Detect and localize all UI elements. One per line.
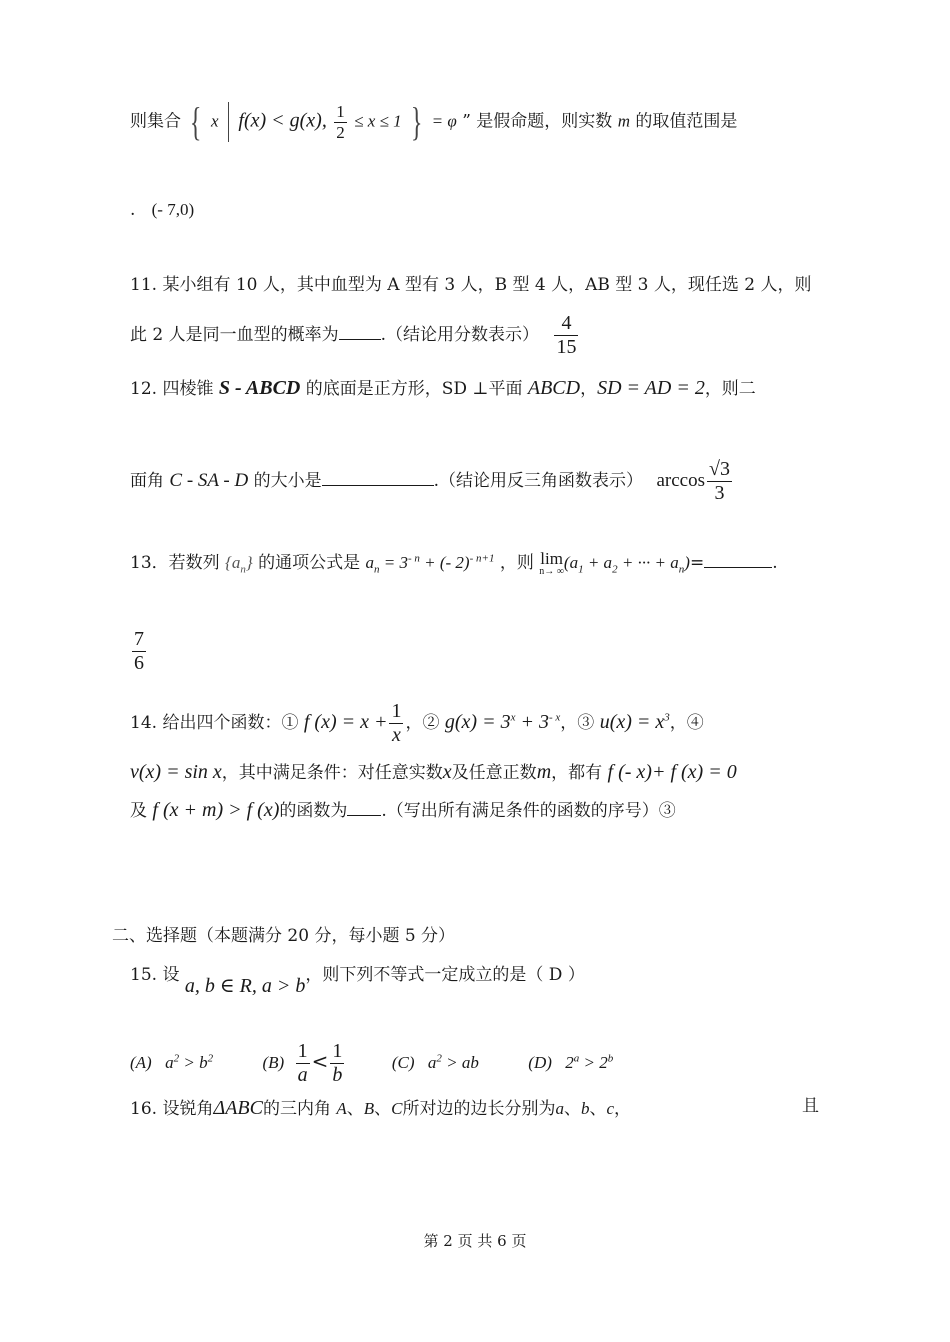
q16-c: c (606, 1099, 615, 1118)
q14-t2: 及任意正数 (451, 763, 537, 783)
q14-f3-e: 3 (664, 711, 670, 724)
q15-num: 15. 设 (130, 965, 180, 985)
q13-s2: 2 (612, 563, 618, 576)
q10-line1 (130, 98, 737, 146)
q15-b-num1: 1 (297, 1040, 308, 1062)
q11-blank (339, 325, 381, 340)
q12-t5: .（结论用反三角函数表示） (433, 471, 644, 491)
q15-b-num2: 1 (332, 1040, 343, 1062)
q13-ans-den: 6 (134, 652, 144, 674)
q16-sep1: 、 (346, 1099, 364, 1119)
q14-and: 及 (130, 801, 147, 821)
q15-b-frac1 (296, 1040, 310, 1087)
q10-m: m (617, 111, 630, 131)
q14-f1-frac (389, 700, 403, 747)
q13-s1: 1 (578, 563, 584, 576)
left-brace-icon: { (190, 99, 202, 144)
q15-options (130, 1040, 613, 1087)
q15-c-base: a (427, 1053, 437, 1072)
q16-end: 且 (802, 1096, 819, 1116)
q10-prefix: 则集合 (130, 111, 181, 132)
set-divider (228, 102, 229, 142)
q10-eq-phi: = φ (431, 111, 457, 131)
q14-f2-a: g(x) = 3 (444, 711, 511, 733)
q12-line1 (130, 376, 756, 400)
q10-answer: (- 7,0) (151, 200, 195, 219)
q14-f3 (600, 711, 670, 733)
q15-b-den2: b (332, 1064, 343, 1086)
q15-option-d-label: (D) (528, 1053, 552, 1072)
q14-line2 (130, 760, 737, 784)
q15-cond: a, b ∈ R, a > b (184, 975, 306, 997)
q12-t4: 的大小是 (253, 471, 322, 491)
q10-g: g (289, 109, 300, 132)
q15-option-c (428, 1053, 479, 1072)
q13-seq-a: a (231, 553, 241, 572)
q10-half (334, 102, 347, 142)
q15-b-frac2 (330, 1040, 344, 1087)
q13-an-sub: n (373, 563, 380, 576)
q11-answer (554, 312, 578, 359)
q13-p1: + a (583, 553, 613, 572)
q14-m: m (536, 761, 552, 783)
q14-f2-mid: + 3 (515, 711, 549, 733)
q14-t1: ，其中满足条件：对任意实数 (221, 763, 443, 783)
q10-suffix: ” 是假命题，则实数 (462, 111, 613, 132)
q13-end: . (772, 553, 778, 573)
q12-ans-num: √3 (708, 458, 730, 480)
q14-num: 14. 给出四个函数：① (130, 713, 299, 733)
q14-blank (347, 801, 381, 816)
q16-num: 16. 设锐角 (130, 1099, 214, 1119)
q14-c2: ，② (405, 713, 440, 733)
q10-half-den: 2 (336, 122, 345, 142)
q11-end: .（结论用分数表示） (380, 325, 540, 345)
q15-option-a (165, 1053, 213, 1072)
q13-seq-sub: n (240, 563, 246, 576)
q16-sep2: 、 (374, 1099, 392, 1119)
q10-x2: (x), (299, 109, 327, 132)
q14-t4: 的函数为 (279, 801, 348, 821)
q13-t2: ，则 (499, 553, 534, 573)
q13-ans-frac (132, 628, 146, 675)
q15-c-rel: > ab (441, 1053, 479, 1072)
q16-sep3: 、 (564, 1099, 581, 1119)
q14-c3: ，③ (560, 713, 595, 733)
q16-sep4: 、 (589, 1099, 607, 1119)
q13-num: 13．若数列 (130, 553, 220, 573)
q13-blank (704, 553, 772, 568)
q14-f2-e1: x (510, 711, 516, 724)
q14-f1: f (x) = x + (303, 711, 388, 733)
q13-sum (563, 553, 690, 576)
q12-ans-den: 3 (714, 482, 725, 504)
q10-range: ≤ x ≤ 1 (354, 111, 402, 131)
q16-a: a (555, 1099, 564, 1118)
q14-cond2: f (x + m) > f (x) (152, 799, 280, 821)
q15-c-e: 2 (436, 1052, 442, 1065)
right-brace-icon: } (410, 99, 423, 144)
q10-half-num: 1 (336, 101, 345, 121)
q15-a-base: a (165, 1053, 174, 1072)
q10-suffix2: 的取值范围是 (635, 111, 738, 132)
q13-lim-sub: n→ ∞ (539, 566, 564, 577)
q14-f2 (445, 711, 560, 733)
q12-num: 12. 四棱锥 (130, 379, 214, 399)
q14-t5: .（写出所有满足条件的函数的序号）③ (381, 801, 676, 821)
q12-eq: SD = AD = 2 (597, 377, 705, 399)
q15-option-b-label: (B) (262, 1053, 285, 1072)
q12-t2: ， (580, 379, 598, 399)
q11-text: 此 2 人是同一血型的概率为 (130, 325, 339, 345)
q16-t2: 所对边的边长分别为 (402, 1099, 556, 1119)
q15-line1 (130, 962, 585, 997)
q11-line1: 11. 某小组有 10 人，其中血型为 A 型有 3 人，B 型 4 人，AB 型 3 人，现任选 2 人，则 (130, 275, 812, 295)
q13-formula (365, 552, 495, 576)
q15-d-e: a (573, 1052, 580, 1065)
q13-close: ) (684, 553, 690, 572)
q15-b-rel: < (311, 1049, 329, 1073)
q14-f1-num: 1 (391, 700, 402, 722)
q16-B: B (363, 1099, 375, 1118)
q10-x1: (x) < (243, 109, 290, 132)
q13-p2: + ··· + a (617, 553, 679, 572)
q11-ans-den: 15 (556, 336, 577, 358)
q15-option-a-label: (A) (130, 1053, 152, 1072)
q11-ans-num: 4 (554, 312, 578, 336)
q13-3: = 3 (383, 553, 408, 572)
q16-t3: ， (614, 1099, 632, 1119)
q10-set-var: x (211, 111, 219, 131)
q13-t1: 的通项公式是 (258, 553, 361, 573)
q13-plus: + (- 2) (419, 553, 470, 572)
q15-option-c-label: (C) (391, 1053, 415, 1072)
q14-f2-e2: - x (548, 711, 561, 724)
q14-f1-den: x (392, 724, 401, 746)
q13-eqsign: = (689, 553, 705, 573)
q15-t1: ，则下列不等式一定成立的是（ D ） (305, 965, 585, 985)
q16-C: C (391, 1099, 403, 1118)
q14-line3 (130, 798, 676, 822)
q10-f: f (238, 109, 244, 132)
q13-ans-num: 7 (134, 628, 144, 650)
q13-line1 (130, 550, 778, 577)
q13-limit (539, 550, 564, 577)
q12-answer-frac (707, 458, 732, 505)
q13-exp2: - n+1 (469, 552, 495, 565)
q12-blank (322, 471, 434, 486)
section-heading: 二、选择题（本题满分 20 分，每小题 5 分） (112, 926, 456, 946)
q14-cond1: f (- x)+ f (x) = 0 (607, 761, 737, 783)
q15-d-rel: > 2 (579, 1053, 608, 1072)
q16-t1: 的三内角 (262, 1099, 331, 1119)
q14-x: x (442, 761, 452, 783)
q14-f4: v(x) = sin x (130, 761, 222, 783)
q10-answer-line (130, 200, 194, 220)
q13-seq: $\{a_n\}$ (225, 553, 253, 576)
q13-answer (130, 628, 148, 675)
q13-exp1: - n (407, 552, 420, 565)
q12-line2-text: 面角 (130, 471, 164, 491)
q12-line2 (130, 458, 734, 505)
q15-a-rel: > b (179, 1053, 208, 1072)
q13-sum-a: (a (563, 553, 579, 572)
q14-line1 (130, 700, 704, 747)
q14-f3-a: u(x) = x (599, 711, 665, 733)
q12-plane: ABCD (527, 377, 581, 399)
q15-a-e: 2 (173, 1052, 180, 1065)
q10-dot: . (130, 200, 136, 220)
q12-ans-fn: arccos (656, 470, 705, 491)
q12-pyramid: S - ABCD (218, 377, 301, 399)
q15-option-d (565, 1053, 613, 1072)
q11-line2 (130, 312, 580, 359)
q16-b: b (581, 1099, 590, 1118)
q13-lim: lim (540, 549, 563, 568)
q13-s3: n (678, 563, 685, 576)
q14-t3: ，都有 (551, 763, 603, 783)
q12-angle: C - SA - D (169, 470, 249, 491)
q12-t1: 的底面是正方形，SD ⊥平面 (305, 379, 523, 399)
q14-c4: ，④ (669, 713, 704, 733)
q16-A: A (336, 1099, 347, 1118)
q15-d-e2: b (607, 1052, 614, 1065)
q12-t3: ，则二 (704, 379, 756, 399)
q15-a-e2: 2 (207, 1052, 214, 1065)
q16-tri: ΔABC (213, 1097, 263, 1119)
q16-line1 (130, 1096, 631, 1120)
q15-d-base: 2 (565, 1053, 574, 1072)
q13-an: a (365, 553, 374, 572)
page-footer: 第 2 页 共 6 页 (423, 1232, 527, 1250)
q15-b-den1: a (297, 1064, 308, 1086)
